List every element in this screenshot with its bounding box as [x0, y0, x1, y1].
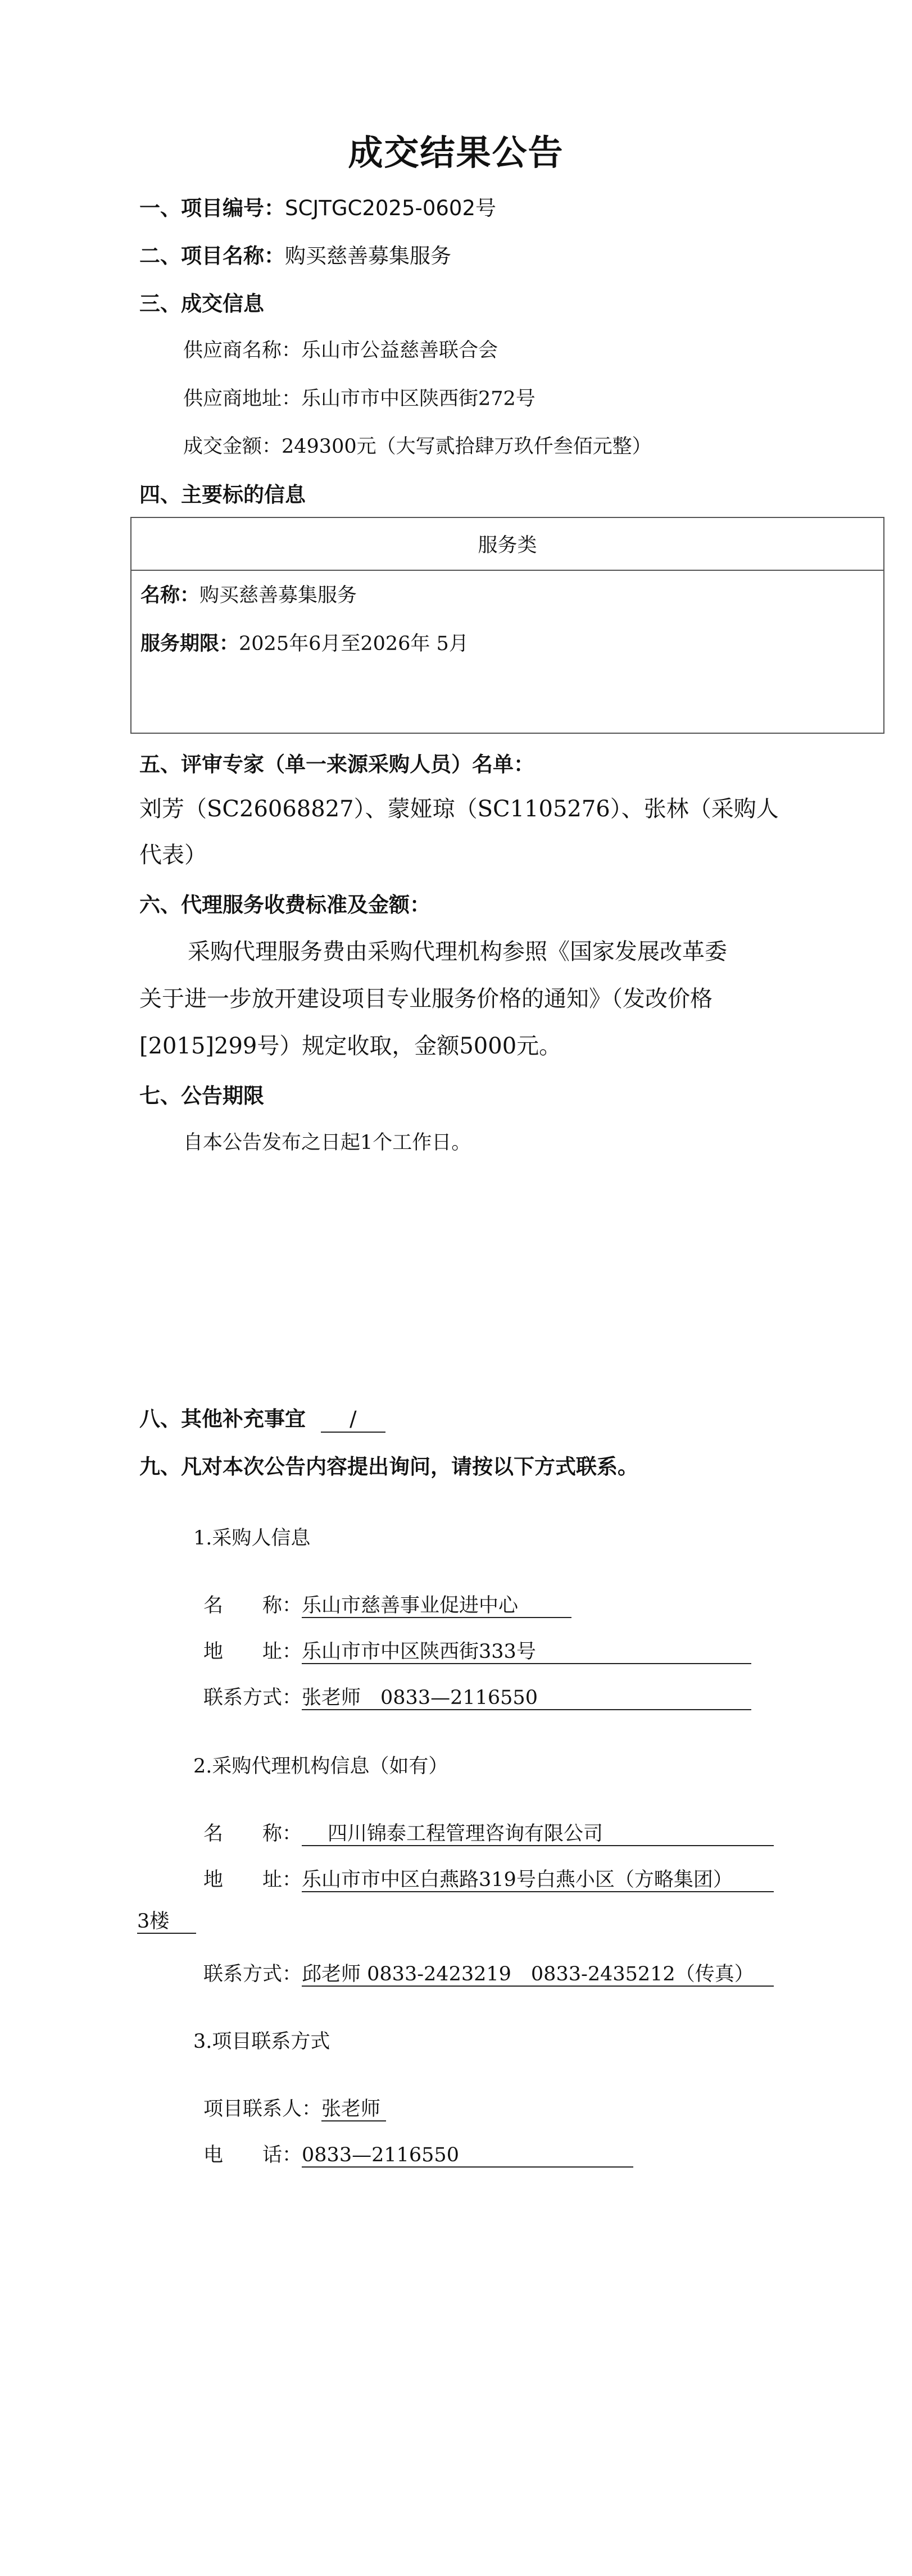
agency-name-value: 四川锦泰工程管理咨询有限公司 [302, 1823, 774, 1846]
project-person-line [203, 2093, 386, 2121]
supplier-name: 供应商名称：乐山市公益慈善联合会 [183, 339, 498, 362]
project-phone-value: 0833—2116550 [302, 2144, 633, 2168]
project-number-label: 一、项目编号： [139, 196, 285, 220]
purchaser-name-label: 名 称： [203, 1594, 302, 1617]
supplier-address: 供应商地址：乐山市市中区陕西街272号 [183, 388, 536, 410]
notice-period-text: 自本公告发布之日起1个工作日。 [183, 1132, 471, 1154]
purchaser-contact-line [203, 1682, 751, 1710]
agency-fee-heading: 六、代理服务收费标准及金额： [139, 893, 430, 917]
deal-amount: 成交金额：249300元（大写贰拾肆万玖仟叁佰元整） [183, 435, 652, 458]
agency-contact-value: 邱老师 0833-2423219 0833-2435212（传真） [302, 1963, 774, 1987]
agency-fee-line-2: 关于进一步放开建设项目专业服务价格的通知》（发改价格 [139, 986, 713, 1012]
page-title: 成交结果公告 [348, 132, 564, 173]
other-matters-line [139, 1402, 385, 1433]
agency-contact-label: 联系方式： [203, 1963, 302, 1986]
experts-line-1: 刘芳（SC26068827）、蒙娅琼（SC1105276）、张林（采购人 [139, 796, 779, 822]
main-subject-heading: 四、主要标的信息 [139, 483, 306, 507]
agency-address-line [203, 1864, 774, 1892]
agency-address-cont-line [137, 1910, 196, 1934]
subject-name-label: 名称： [140, 584, 200, 607]
service-period-line [140, 628, 469, 656]
project-number-value: SCJTGC2025-0602号 [285, 196, 497, 220]
project-name-line [139, 239, 451, 269]
project-number-line [139, 191, 496, 221]
agency-info-title: 2.采购代理机构信息（如有） [193, 1755, 448, 1778]
notice-period-heading: 七、公告期限 [139, 1084, 264, 1108]
other-matters-value: / [321, 1407, 385, 1433]
purchaser-address-line [203, 1636, 751, 1664]
agency-fee-line-3: [2015]299号）规定收取，金额5000元。 [139, 1033, 562, 1059]
other-matters-label: 八、其他补充事宜 [139, 1407, 306, 1431]
purchaser-address-label: 地 址： [203, 1641, 302, 1663]
purchaser-info-title: 1.采购人信息 [193, 1527, 311, 1550]
subject-info-table [130, 517, 884, 734]
project-phone-label: 电 话： [203, 2144, 302, 2166]
subject-name-line [140, 580, 357, 608]
agency-contact-line [203, 1959, 774, 1987]
experts-line-2: 代表） [139, 842, 207, 868]
project-phone-line [203, 2139, 633, 2168]
agency-name-line [203, 1818, 774, 1846]
agency-address-label: 地 址： [203, 1869, 302, 1891]
agency-fee-line-1: 采购代理服务费由采购代理机构参照《国家发展改革委 [188, 939, 727, 965]
service-period-value: 2025年6月至2026年 5月 [239, 633, 469, 655]
subject-name-value: 购买慈善募集服务 [199, 584, 357, 607]
purchaser-contact-value: 张老师 0833—2116550 [302, 1687, 751, 1710]
agency-address-value: 乐山市市中区白燕路319号白燕小区（方略集团） [302, 1869, 774, 1892]
service-period-label: 服务期限： [140, 633, 239, 655]
purchaser-name-line [203, 1590, 571, 1618]
project-name-value: 购买慈善募集服务 [285, 244, 451, 268]
deal-info-heading: 三、成交信息 [139, 292, 264, 316]
category-cell: 服务类 [131, 518, 883, 571]
project-contact-title: 3.项目联系方式 [193, 2030, 330, 2053]
purchaser-contact-label: 联系方式： [203, 1687, 302, 1709]
project-name-label: 二、项目名称： [139, 244, 285, 268]
contact-heading: 九、凡对本次公告内容提出询问，请按以下方式联系。 [139, 1455, 638, 1479]
experts-heading: 五、评审专家（单一来源采购人员）名单： [139, 752, 534, 776]
project-person-label: 项目联系人： [203, 2098, 322, 2120]
purchaser-name-value: 乐山市慈善事业促进中心 [302, 1594, 571, 1618]
project-person-value: 张老师 [321, 2098, 386, 2121]
agency-name-label: 名 称： [203, 1823, 302, 1845]
agency-address-cont: 3楼 [137, 1910, 196, 1934]
purchaser-address-value: 乐山市市中区陕西街333号 [302, 1641, 751, 1664]
